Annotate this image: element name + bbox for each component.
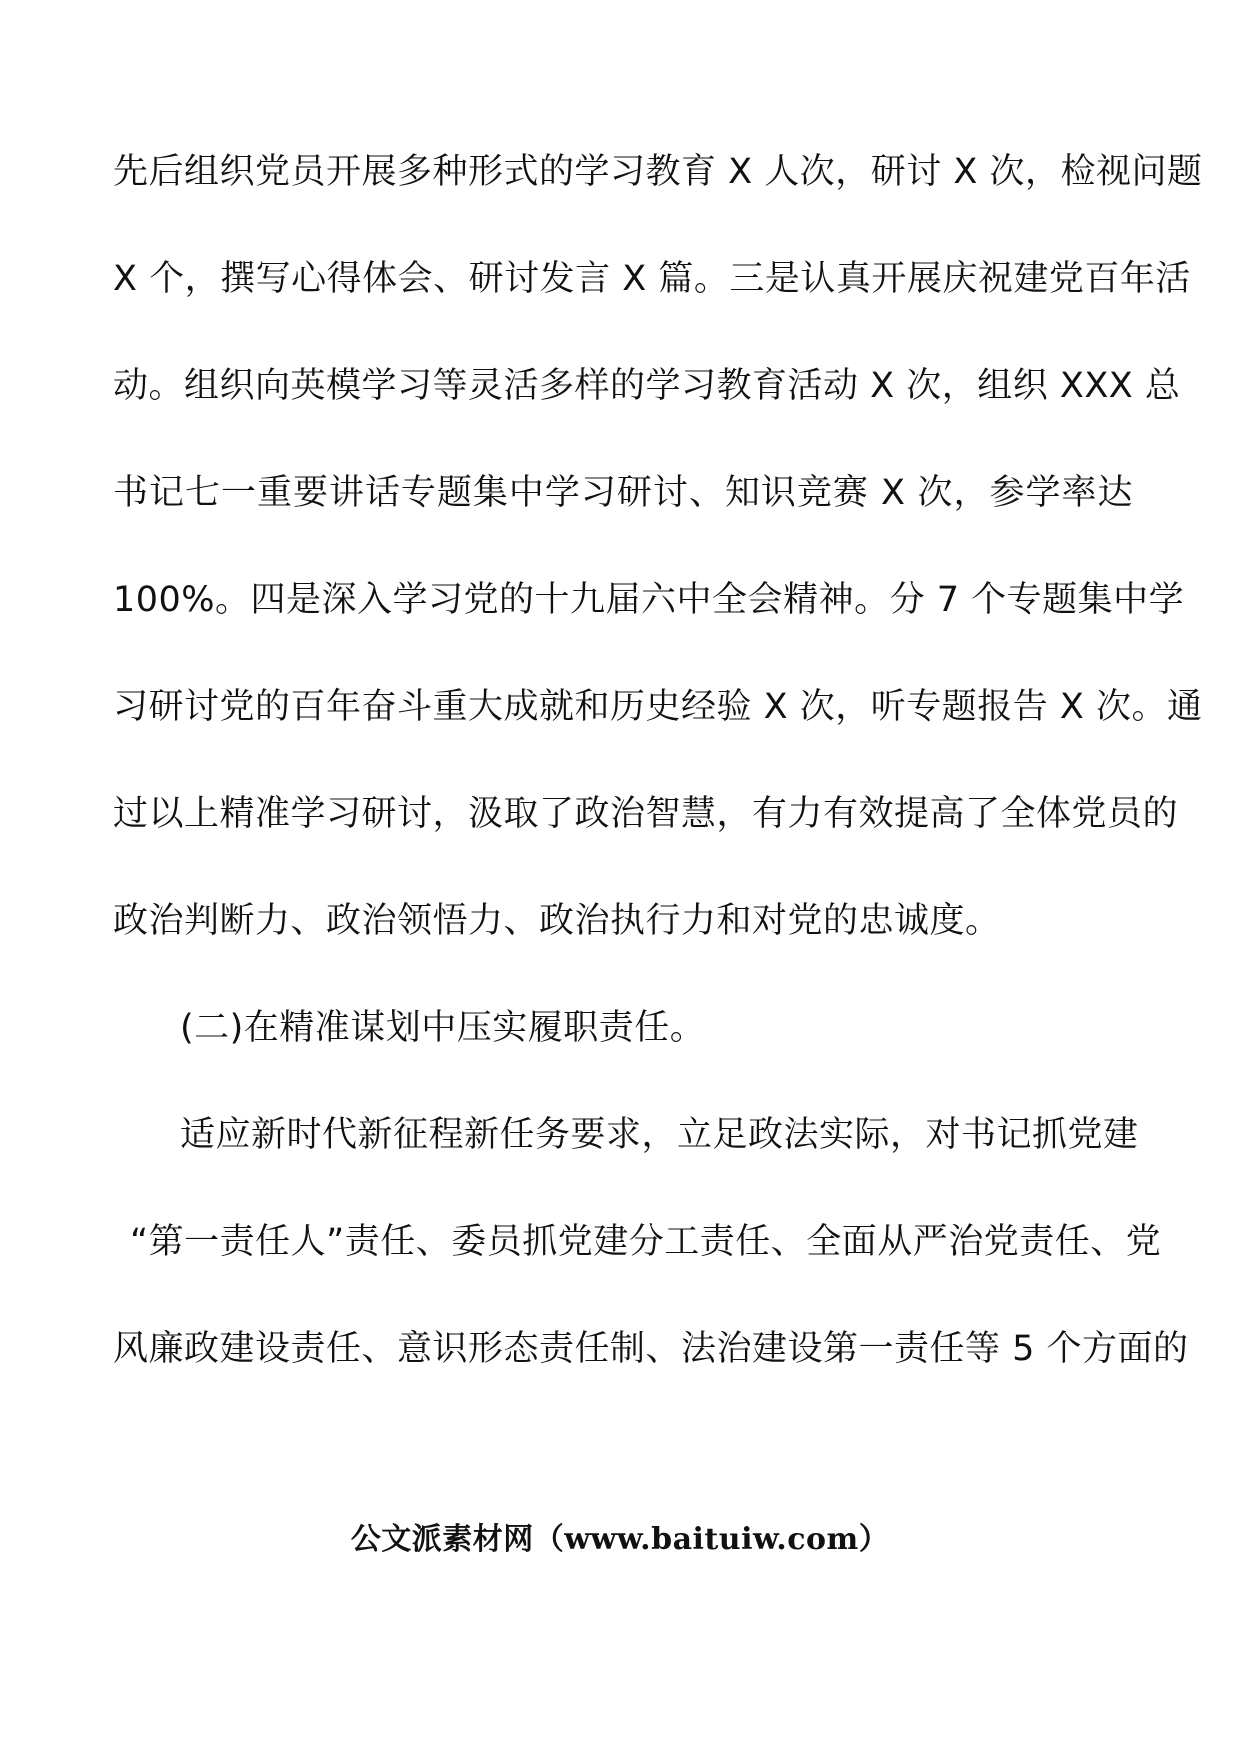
body-line-7: 过以上精准学习研讨，汲取了政治智慧，有力有效提高了全体党员的 [113, 794, 1179, 834]
body-line-3: 动。组织向英模学习等灵活多样的学习教育活动 X 次，组织 XXX 总 [113, 366, 1181, 406]
section-heading: (二)在精准谋划中压实履职责任。 [180, 1008, 706, 1048]
body-line-12: 风廉政建设责任、意识形态责任制、法治建设第一责任等 5 个方面的 [113, 1329, 1189, 1369]
body-line-11: “第一责任人”责任、委员抓党建分工责任、全面从严治党责任、党 [130, 1222, 1162, 1262]
footer-watermark: 公文派素材网（www.baituiw.com） [350, 1522, 890, 1557]
body-line-5: 100%。四是深入学习党的十九届六中全会精神。分 7 个专题集中学 [113, 580, 1185, 620]
body-line-1: 先后组织党员开展多种形式的学习教育 X 人次，研讨 X 次，检视问题 [113, 152, 1203, 192]
body-line-2: X 个，撰写心得体会、研讨发言 X 篇。三是认真开展庆祝建党百年活 [113, 259, 1191, 299]
body-line-10: 适应新时代新征程新任务要求，立足政法实际，对书记抓党建 [180, 1115, 1139, 1155]
body-line-6: 习研讨党的百年奋斗重大成就和历史经验 X 次，听专题报告 X 次。通 [113, 687, 1203, 727]
body-line-8: 政治判断力、政治领悟力、政治执行力和对党的忠诚度。 [113, 901, 1001, 941]
body-line-4: 书记七一重要讲话专题集中学习研讨、知识竞赛 X 次，参学率达 [113, 473, 1133, 513]
